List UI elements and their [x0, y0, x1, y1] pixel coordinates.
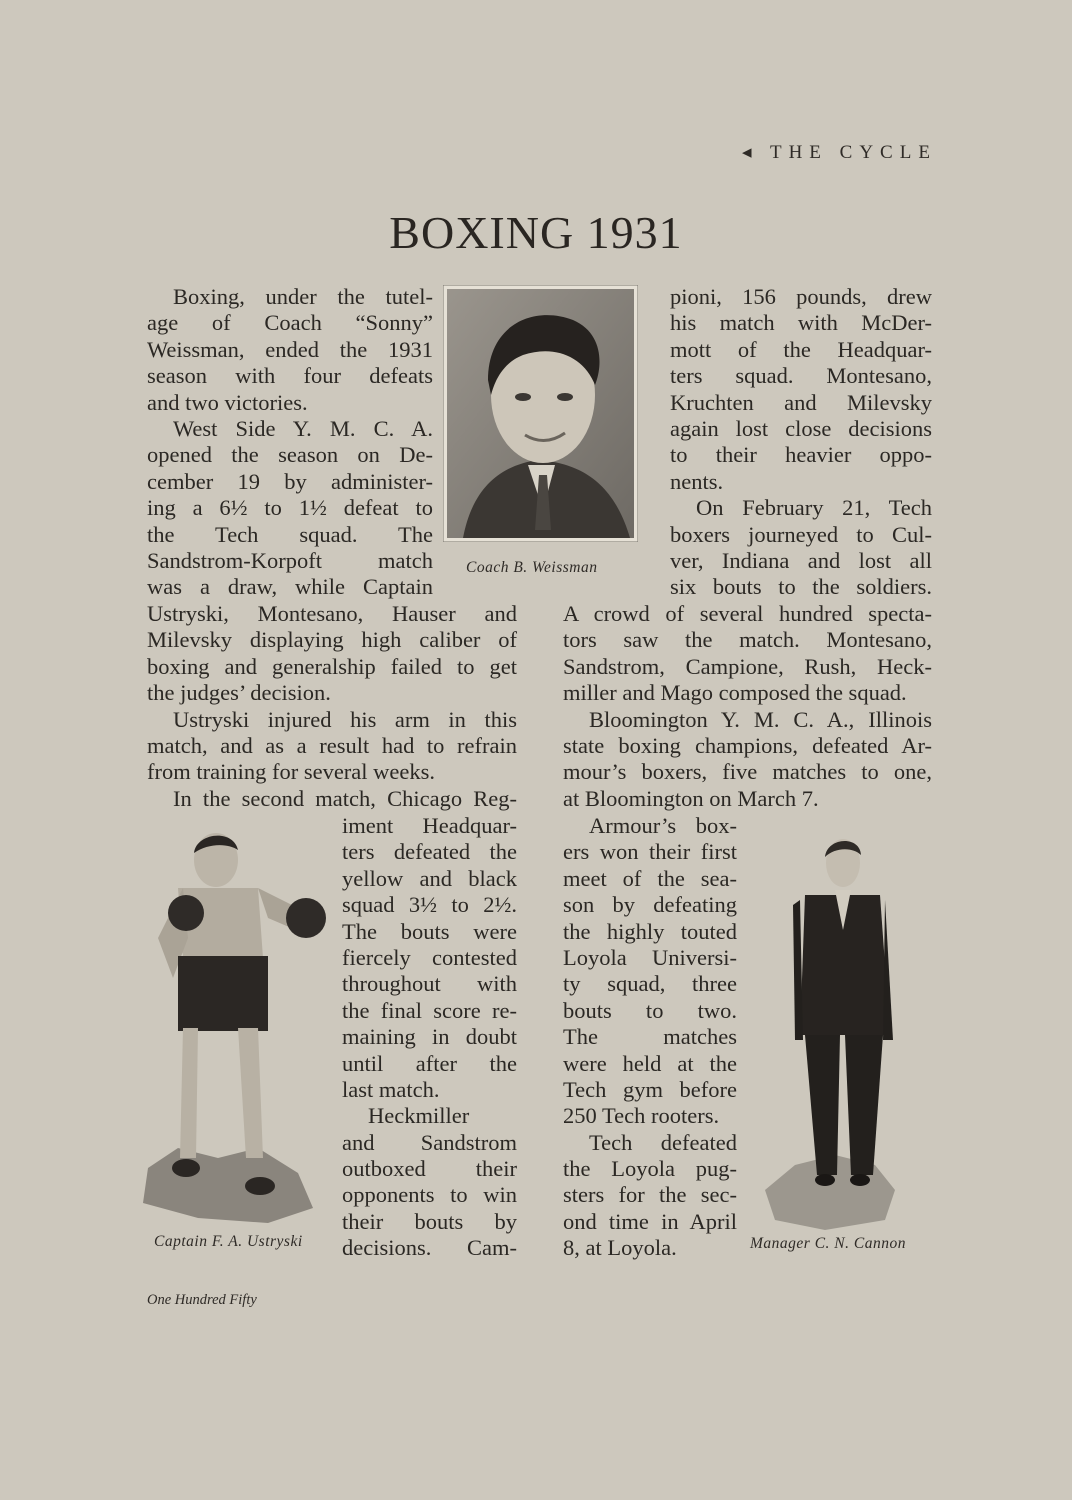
- text-line: last match.: [342, 1076, 440, 1102]
- text-line: outboxed their: [342, 1156, 517, 1182]
- text-line: Sandstrom, Campione, Rush, Heck-: [563, 653, 932, 679]
- text-line: pioni, 156 pounds, drew: [670, 284, 932, 309]
- text-line: tors saw the match. Montesano,: [563, 627, 932, 653]
- text-line: Tech gym before: [563, 1076, 737, 1102]
- text-line: Boxing, under the tutel-: [173, 284, 433, 309]
- text-line: Armour’s box-: [589, 813, 737, 838]
- text-line: the Loyola pug-: [563, 1156, 737, 1182]
- text-line: Sandstrom-Korpoft match: [147, 547, 433, 573]
- text-line: and two victories.: [147, 389, 308, 415]
- text-line: opponents to win: [342, 1182, 517, 1208]
- text-line: son by defeating: [563, 892, 737, 918]
- text-block-right-bottom: [563, 813, 737, 1262]
- text-line: six bouts to the soldiers.: [670, 574, 932, 600]
- text-block-right-middle: [563, 601, 932, 812]
- text-line: mour’s boxers, five matches to one,: [563, 759, 932, 785]
- text-line: Heckmiller: [368, 1103, 470, 1129]
- text-line: ters squad. Montesano,: [670, 363, 932, 389]
- text-block-right-top: [670, 284, 932, 601]
- text-line: and Sandstrom: [342, 1129, 517, 1155]
- text-line: meet of the sea-: [563, 865, 737, 891]
- text-line: ers won their first: [563, 839, 737, 865]
- coach-caption: Coach B. Weissman: [466, 559, 598, 576]
- coach-portrait-photo: [443, 285, 638, 542]
- text-line: The matches: [563, 1024, 737, 1050]
- text-line: boxing and generalship failed to get: [147, 653, 517, 679]
- text-line: squad 3½ to 2½.: [342, 892, 517, 918]
- arrow-left-icon: ◂: [742, 142, 759, 163]
- text-line: the highly touted: [563, 918, 737, 944]
- text-line: were held at the: [563, 1050, 737, 1076]
- text-line: 8, at Loyola.: [563, 1235, 677, 1261]
- text-line: until after the: [342, 1050, 517, 1076]
- text-line: Milevsky displaying high caliber of: [147, 627, 517, 653]
- text-line: from training for several weeks.: [147, 759, 436, 785]
- text-line: the final score re-: [342, 997, 517, 1023]
- manager-caption: Manager C. N. Cannon: [750, 1235, 906, 1252]
- text-line: throughout with: [342, 971, 517, 997]
- text-line: bouts to two.: [563, 997, 737, 1023]
- running-title: THE CYCLE: [769, 142, 937, 163]
- text-line: decisions. Cam-: [342, 1235, 517, 1261]
- text-line: A crowd of several hundred specta-: [563, 601, 932, 626]
- text-line: ters defeated the: [342, 839, 517, 865]
- text-block-left-middle: [147, 601, 517, 812]
- text-line: Kruchten and Milevsky: [670, 389, 932, 415]
- text-line: nents.: [670, 468, 724, 494]
- text-line: Bloomington Y. M. C. A., Illinois: [589, 706, 932, 732]
- captain-caption: Captain F. A. Ustryski: [154, 1233, 303, 1250]
- running-header: [742, 141, 937, 164]
- text-line: Tech defeated: [589, 1129, 737, 1155]
- text-line: opened the season on De-: [147, 442, 433, 468]
- text-line: Ustryski, Montesano, Hauser and: [147, 601, 517, 626]
- text-line: to their heavier oppo-: [670, 442, 932, 468]
- text-line: 250 Tech rooters.: [563, 1103, 720, 1129]
- text-line: the Tech squad. The: [147, 521, 433, 547]
- text-line: ver, Indiana and lost all: [670, 547, 932, 573]
- text-line: Weissman, ended the 1931: [147, 336, 433, 362]
- text-line: The bouts were: [342, 918, 517, 944]
- text-line: ing a 6½ to 1½ defeat to: [147, 495, 433, 521]
- text-line: at Bloomington on March 7.: [563, 785, 819, 811]
- text-line: Ustryski injured his arm in this: [173, 706, 517, 732]
- text-line: the judges’ decision.: [147, 680, 331, 706]
- text-line: was a draw, while Captain: [147, 574, 433, 600]
- manager-photo: [765, 835, 925, 1230]
- text-line: boxers journeyed to Cul-: [670, 521, 932, 547]
- text-line: West Side Y. M. C. A.: [173, 415, 433, 441]
- text-block-left-top: [147, 284, 433, 601]
- text-line: ond time in April: [563, 1208, 737, 1234]
- text-line: sters for the sec-: [563, 1182, 737, 1208]
- text-line: season with four defeats: [147, 363, 433, 389]
- text-line: mott of the Headquar-: [670, 336, 932, 362]
- text-line: yellow and black: [342, 865, 517, 891]
- page-number-footer: One Hundred Fifty: [147, 1292, 257, 1308]
- text-line: age of Coach “Sonny”: [147, 310, 433, 336]
- captain-photo: [138, 828, 333, 1228]
- text-line: again lost close decisions: [670, 415, 932, 441]
- text-line: maining in doubt: [342, 1024, 517, 1050]
- page-title: BOXING 1931: [389, 207, 683, 258]
- text-line: his match with McDer-: [670, 310, 932, 336]
- text-line: Loyola Universi-: [563, 944, 737, 970]
- text-line: On February 21, Tech: [696, 495, 932, 521]
- text-line: In the second match, Chicago Reg-: [173, 785, 517, 811]
- text-line: state boxing champions, defeated Ar-: [563, 732, 932, 758]
- text-line: ty squad, three: [563, 971, 737, 997]
- text-line: their bouts by: [342, 1208, 517, 1234]
- text-line: iment Headquar-: [342, 813, 517, 838]
- text-line: miller and Mago composed the squad.: [563, 680, 907, 706]
- text-line: fiercely contested: [342, 944, 517, 970]
- text-block-left-bottom: [342, 813, 517, 1262]
- text-line: match, and as a result had to refrain: [147, 732, 517, 758]
- text-line: cember 19 by administer-: [147, 468, 433, 494]
